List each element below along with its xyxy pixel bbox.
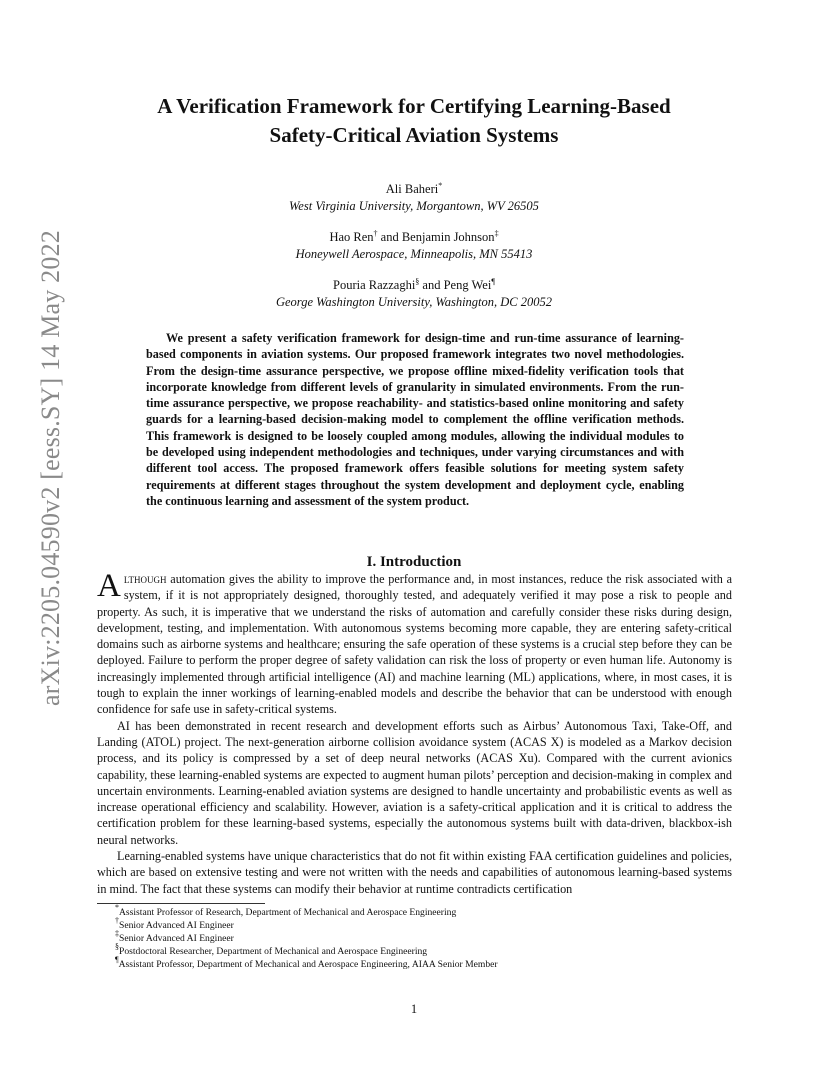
author-footnote-mark: ‡: [494, 229, 499, 238]
author-block-2: [100, 229, 728, 263]
drop-cap: A: [97, 568, 121, 604]
small-caps-lead: lthough: [123, 572, 167, 586]
author-affiliation: Honeywell Aerospace, Minneapolis, MN 55413: [295, 247, 533, 261]
footnotes: [115, 903, 715, 971]
footnote-mark: ¶: [115, 955, 119, 964]
footnote: §Postdoctoral Researcher, Department of Mechanical and Aerospace Engineering: [115, 942, 428, 957]
author-footnote-mark: §: [415, 277, 420, 286]
footnote-divider: [97, 903, 265, 904]
body-paragraph: Although automation gives the ability to improve the performance and, in most instances, reduce the risk associated with a system, if it is not appropriately designed, thoroughly tested, and adequately verified it may pose a risk to people and property. As such, it is imperative that we understand the risks of automation and carefully consider these risks during design, development, testing, and implementation. With autonomous systems becoming more capable, they are entering safety-critical domains such as airborne systems and healthcare; ensuring the safe operation of these systems is a crucial step before they can be deployed. Failure to perform the proper degree of safety validation can risk the loss of property or even human life. Autonomy is increasingly implemented through artificial intelligence (AI) and machine learning (ML) applications, where, in most cases, it is tough to explain the inner workings of learning-enabled models and describe the behavior that can be understood with enough confidence for safe use in safety-critical systems.: [97, 568, 732, 717]
author-names: Ali Baheri*: [385, 181, 443, 196]
footnote-mark: ‡: [115, 929, 119, 938]
footnote: ¶Assistant Professor, Department of Mechanical and Aerospace Engineering, AIAA Senior Member: [115, 955, 498, 970]
arxiv-identifier-text: arXiv:2205.04590v2 [eess.SY] 14 May 2022: [36, 230, 65, 706]
paper-title-line-1: A Verification Framework for Certifying Learning-Based: [157, 94, 671, 118]
author-footnote-mark: †: [373, 229, 378, 238]
paper-title: [100, 92, 728, 150]
abstract: We present a safety verification framework for design-time and run-time assurance of learning-based components in aviation systems. Our proposed framework integrates two novel methodologies. From the design-time assurance perspective, we propose offline mixed-fidelity verification tools that incorporate knowledge from different levels of granularity in simulated environments. From the run-time assurance perspective, we propose reachability- and statistics-based online monitoring and safety guards for a learning-based decision-making model to complement the offline verification methods. This framework is designed to be loosely coupled among modules, allowing the individual modules to be developed using independent methodologies and techniques, under varying circumstances and with different tool access. The proposed framework offers feasible solutions for meeting system safety requirements at different stages throughout the system development and deployment cycle, enabling the continuous learning and assessment of the system product.: [146, 331, 684, 508]
footnote-mark: *: [115, 903, 119, 912]
body-paragraph: AI has been demonstrated in recent research and development efforts such as Airbus’ Autonomous Taxi, Take-Off, and Landing (ATOL) project. The next-generation airborne collision avoidance system (ACAS X) is modeled as a Markov decision process, and its policy is compressed by a set of deep neural networks (ACAS Xu). Compared with the current avionics capability, these learning-enabled systems are expected to augment human pilots’ perception and decision-making in complex and uncertain environments. Learning-enabled aviation systems are designed to handle uncertainty and probabilistic events as well as increase operational efficiency and scalability. However, aviation is a safety-critical application and it is critical to address the certification problem for these learning-based systems, especially the autonomous systems built with data-driven, blackbox-ish neural networks.: [97, 718, 732, 847]
paper-title-line-2: Safety-Critical Aviation Systems: [269, 123, 559, 147]
footnote-mark: §: [115, 942, 119, 951]
section-body: [97, 568, 732, 897]
section-heading: I. Introduction: [366, 554, 462, 570]
author-affiliation: George Washington University, Washington, DC 20052: [275, 295, 553, 309]
footnote-mark: †: [115, 916, 119, 925]
author-footnote-mark: ¶: [491, 277, 495, 286]
author-names: Hao Ren† and Benjamin Johnson‡: [329, 229, 499, 244]
author-block-1: [100, 181, 728, 215]
author-affiliation: West Virginia University, Morgantown, WV 26505: [289, 199, 539, 213]
author-names: Pouria Razzaghi§ and Peng Wei¶: [333, 277, 495, 292]
arxiv-identifier-stamp: [29, 230, 73, 706]
author-footnote-mark: *: [438, 181, 443, 190]
footnote: ‡Senior Advanced AI Engineer: [115, 929, 234, 944]
page-number: 1: [410, 1002, 418, 1016]
body-paragraph: Learning-enabled systems have unique characteristics that do not fit within existing FAA certification guidelines and policies, which are based on extensive testing and were not written with the needs and capabilities of autonomous learning-based systems in mind. The fact that these systems can modify their behavior at runtime contradicts certification: [97, 849, 732, 896]
author-block-3: [100, 277, 728, 311]
footnote: *Assistant Professor of Research, Department of Mechanical and Aerospace Engineering: [115, 903, 457, 918]
footnote: †Senior Advanced AI Engineer: [115, 916, 234, 931]
